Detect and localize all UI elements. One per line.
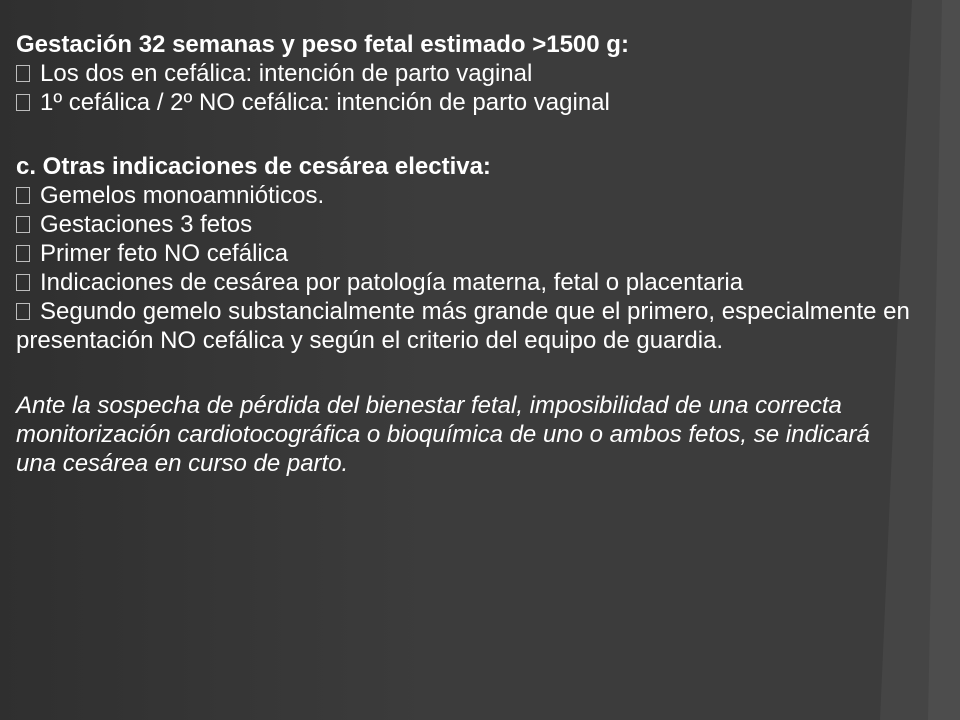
list-item-text: Segundo gemelo substancialmente más grande que el primero, especialmente en presentación NO cefálica y según el criterio del equipo de guardia.	[16, 298, 910, 354]
list-item	[16, 268, 916, 297]
list-item-text: 1º cefálica / 2º NO cefálica: intención de parto vaginal	[40, 89, 610, 116]
list-item-text: Gemelos monoamnióticos.	[40, 182, 325, 209]
list-item	[16, 59, 916, 88]
list-item	[16, 181, 916, 210]
list-item-text: Primer feto NO cefálica	[40, 240, 289, 267]
section-b-heading: Gestación 32 semanas y peso fetal estimado >1500 g:	[16, 31, 629, 58]
list-item	[16, 88, 916, 117]
bullet-box-icon	[16, 274, 30, 291]
list-item-text: Gestaciones 3 fetos	[40, 211, 253, 238]
closing-note: Ante la sospecha de pérdida del bienestar fetal, imposibilidad de una correcta monitorización cardiotocográfica o bioquímica de uno o ambos fetos, se indicará una cesárea en curso de parto.	[16, 392, 870, 477]
bullet-box-icon	[16, 303, 30, 320]
list-item-text: Indicaciones de cesárea por patología materna, fetal o placentaria	[40, 269, 744, 296]
bullet-box-icon	[16, 245, 30, 262]
bullet-box-icon	[16, 65, 30, 82]
spacer	[16, 117, 916, 152]
list-item	[16, 297, 916, 355]
bullet-box-icon	[16, 216, 30, 233]
bullet-box-icon	[16, 187, 30, 204]
section-c-heading: c. Otras indicaciones de cesárea electiva:	[16, 153, 491, 180]
list-item-text: Los dos en cefálica: intención de parto vaginal	[40, 60, 533, 87]
bullet-box-icon	[16, 94, 30, 111]
list-item	[16, 239, 916, 268]
slide-content	[16, 30, 916, 478]
list-item	[16, 210, 916, 239]
spacer	[16, 355, 916, 391]
